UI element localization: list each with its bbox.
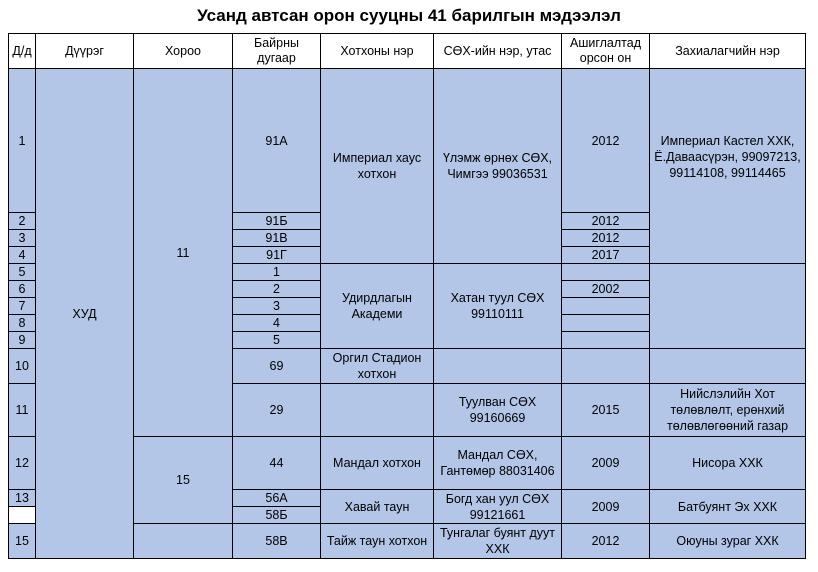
cell-year (562, 315, 650, 332)
cell-building: 29 (233, 384, 321, 437)
cell-year (562, 332, 650, 349)
buildings-table (8, 33, 806, 559)
cell-client: Нийслэлийн Хот төлөвлөлт, ерөнхий төлөвлөгөөний газар (650, 384, 806, 437)
header-building-no: Байрны дугаар (233, 34, 321, 69)
header-row (9, 34, 806, 69)
cell-building: 5 (233, 332, 321, 349)
cell-hoa: Хатан туул СӨХ 99110111 (434, 264, 562, 349)
cell-hoa (434, 349, 562, 384)
cell-dd: 9 (9, 332, 36, 349)
cell-town (321, 384, 434, 437)
header-town: Хотхоны нэр (321, 34, 434, 69)
cell-dd: 11 (9, 384, 36, 437)
cell-dd: 2 (9, 213, 36, 230)
cell-hoa: Туулван СӨХ 99160669 (434, 384, 562, 437)
cell-year: 2015 (562, 384, 650, 437)
cell-building: 2 (233, 281, 321, 298)
cell-town: Удирдлагын Академи (321, 264, 434, 349)
cell-dd: 5 (9, 264, 36, 281)
cell-year: 2012 (562, 213, 650, 230)
header-district: Дүүрэг (36, 34, 134, 69)
cell-year (562, 264, 650, 281)
cell-building: 3 (233, 298, 321, 315)
cell-year: 2017 (562, 247, 650, 264)
cell-building: 58В (233, 524, 321, 559)
cell-client: Батбуянт Эх ХХК (650, 490, 806, 524)
cell-hoa: Тунгалаг буянт дуут ХХК (434, 524, 562, 559)
cell-khoroo (134, 524, 233, 559)
cell-building: 69 (233, 349, 321, 384)
cell-dd: 7 (9, 298, 36, 315)
cell-building: 44 (233, 437, 321, 490)
header-hoa: СӨХ-ийн нэр, утас (434, 34, 562, 69)
cell-year: 2009 (562, 437, 650, 490)
cell-year: 2012 (562, 69, 650, 213)
cell-dd: 3 (9, 230, 36, 247)
cell-town: Империал хаус хотхон (321, 69, 434, 264)
cell-district: ХУД (36, 69, 134, 559)
table-row (9, 69, 806, 213)
cell-client: Империал Кастел ХХК, Ё.Даваасүрэн, 99097213, 99114108, 99114465 (650, 69, 806, 264)
cell-dd: 4 (9, 247, 36, 264)
cell-year: 2012 (562, 524, 650, 559)
cell-dd (9, 507, 36, 524)
cell-dd: 13 (9, 490, 36, 507)
cell-dd: 8 (9, 315, 36, 332)
cell-year (562, 349, 650, 384)
cell-hoa: Үлэмж өрнөх СӨХ, Чимгээ 99036531 (434, 69, 562, 264)
cell-building: 56А (233, 490, 321, 507)
page-title: Усанд автсан орон сууцны 41 барилгын мэдээлэл (197, 6, 621, 25)
cell-khoroo: 15 (134, 437, 233, 524)
header-year: Ашиглалтад орсон он (562, 34, 650, 69)
cell-building: 4 (233, 315, 321, 332)
cell-town: Хавай таун (321, 490, 434, 524)
cell-dd: 10 (9, 349, 36, 384)
cell-year: 2002 (562, 281, 650, 298)
cell-building: 91А (233, 69, 321, 213)
cell-dd: 15 (9, 524, 36, 559)
cell-year (562, 298, 650, 315)
cell-town: Тайж таун хотхон (321, 524, 434, 559)
cell-hoa: Богд хан уул СӨХ 99121661 (434, 490, 562, 524)
cell-building: 91Г (233, 247, 321, 264)
cell-building: 1 (233, 264, 321, 281)
cell-client: Нисора ХХК (650, 437, 806, 490)
header-client: Захиалагчийн нэр (650, 34, 806, 69)
cell-year: 2012 (562, 230, 650, 247)
header-dd: Д/д (9, 34, 36, 69)
cell-hoa: Мандал СӨХ, Гантөмөр 88031406 (434, 437, 562, 490)
cell-client (650, 264, 806, 349)
cell-khoroo: 11 (134, 69, 233, 437)
cell-dd: 12 (9, 437, 36, 490)
header-khoroo: Хороо (134, 34, 233, 69)
cell-dd: 6 (9, 281, 36, 298)
cell-town: Оргил Стадион хотхон (321, 349, 434, 384)
cell-dd: 1 (9, 69, 36, 213)
cell-client: Оюуны зураг ХХК (650, 524, 806, 559)
cell-building: 58Б (233, 507, 321, 524)
cell-year: 2009 (562, 490, 650, 524)
cell-building: 91В (233, 230, 321, 247)
cell-client (650, 349, 806, 384)
cell-building: 91Б (233, 213, 321, 230)
cell-town: Мандал хотхон (321, 437, 434, 490)
